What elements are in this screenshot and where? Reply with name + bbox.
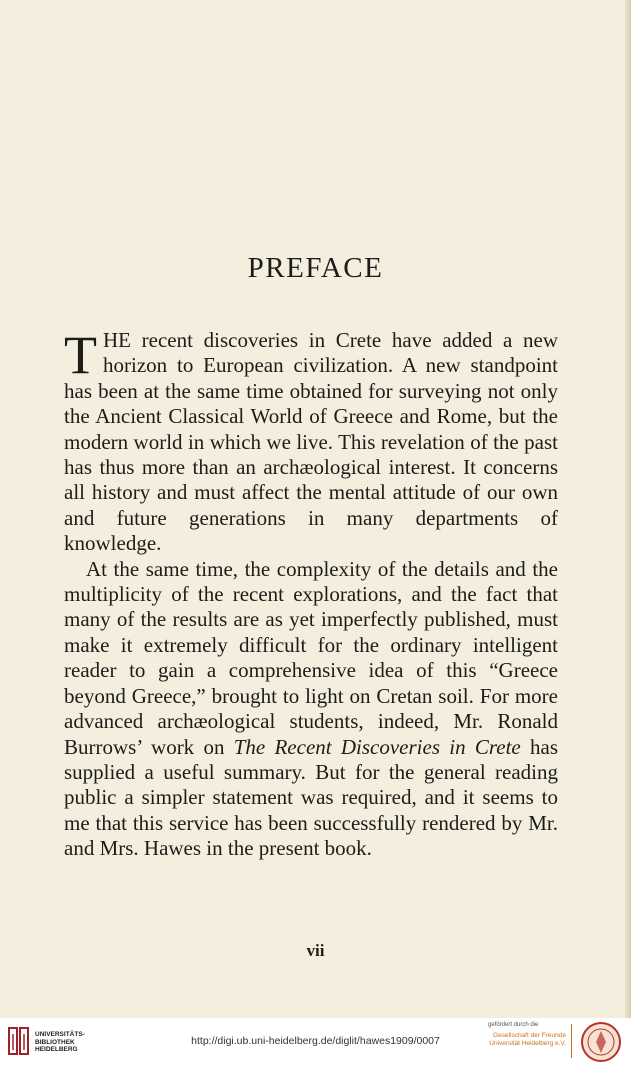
footer-divider [571,1024,572,1058]
library-name-line-2: BIBLIOTHEK [35,1038,75,1046]
paragraph-1-text: HE recent discoveries in Crete have added a new horizon to European civilization. A new standpoint has been at the same time obtained for surveying not only the Ancient Classical World of Greece and Rome, but the modern world in which we live. This revelation of the past has thus more than an archæological interest. It concerns all history and must affect the mental attitude of our own and future generations in many departments of knowledge. [64,328,558,556]
page-title: PREFACE [247,252,384,284]
funded-by-label: gefördert durch die [488,1022,539,1028]
page-number: vii [306,941,325,960]
body-text [64,325,558,862]
paragraph-2-text-end: has supplied a useful summary. But for the general reading public a simpler statement was required, and it seems to me that this service has been successfully rendered by Mr. and Mrs. Hawes in the present book. [64,734,558,861]
sponsor-name [480,1032,566,1048]
digitization-footer [0,1018,631,1065]
drop-cap: T [64,325,97,385]
university-seal-icon [580,1021,622,1063]
library-name-line-3: HEIDELBERG [35,1046,78,1053]
paragraph-1 [64,325,558,557]
permalink-url[interactable]: http://digi.ub.uni-heidelberg.de/diglit/hawes1909/0007 [191,1035,440,1047]
sponsor-name-line-2: Universität Heidelberg e.V. [489,1040,566,1047]
paragraph-2-text-start: At the same time, the complexity of the details and the multiplicity of the recent explorations, and the fact that many of the results are as yet imperfectly published, must make it extremely difficult for the ordinary intelligent reader to gain a comprehensive idea of this “Greece beyond Greece,” brought to light on Cretan soil. For more advanced archæological students, indeed, Mr. Ronald Burrows’ work on [64,556,558,759]
library-name-line-1: UNIVERSITÄTS- [35,1031,85,1038]
sponsor-name-line-1: Gesellschaft der Freunde [493,1032,566,1039]
book-title-italic: The Recent Discoveries in Crete [233,734,521,759]
paragraph-2 [64,557,558,862]
